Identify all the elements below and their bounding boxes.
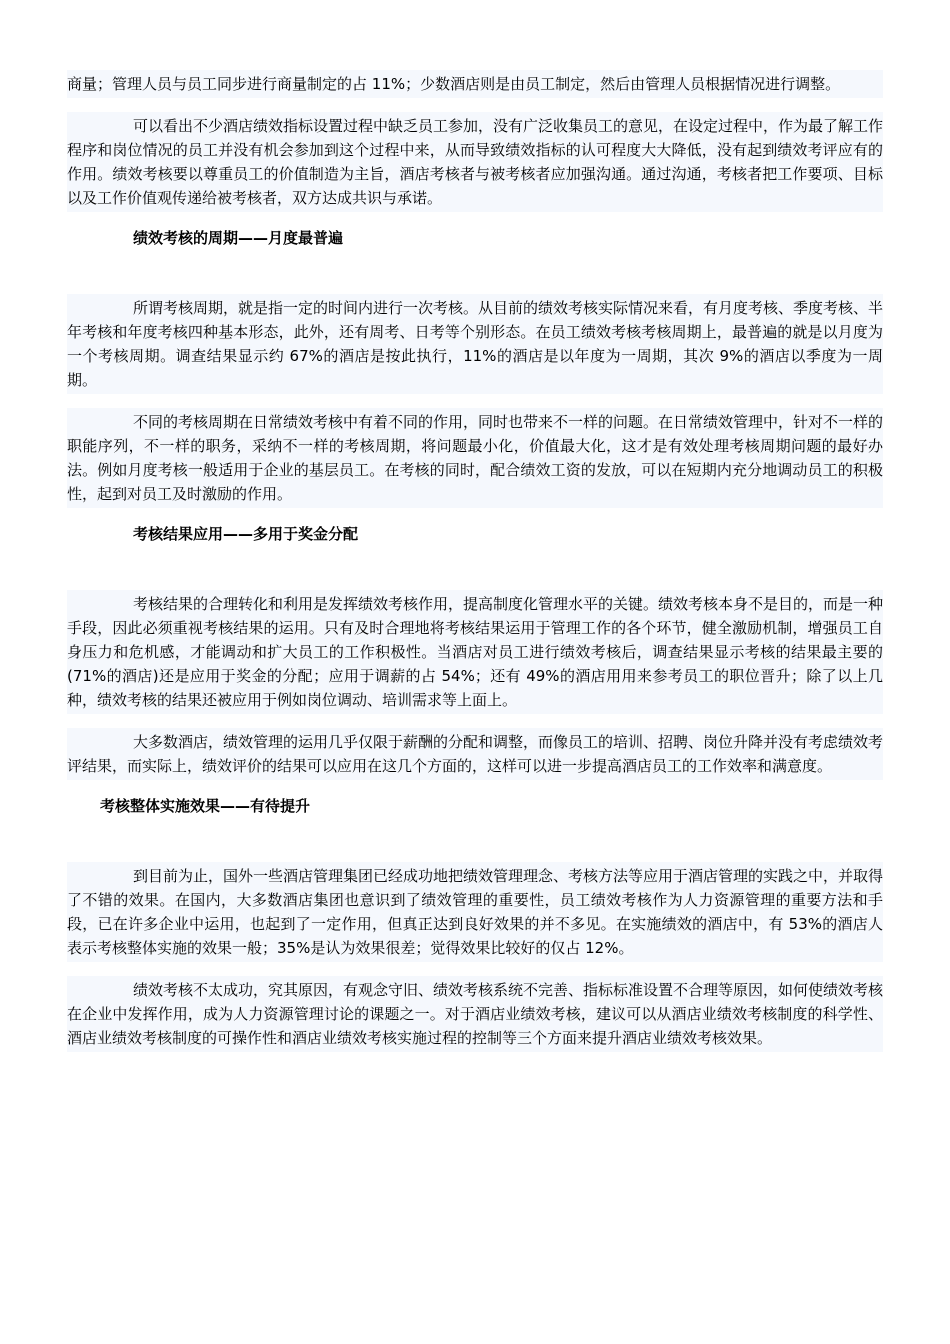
paragraph-continuation: 商量；管理人员与员工同步进行商量制定的占 11%；少数酒店则是由员工制定，然后由管理人员根据情况进行调整。: [67, 70, 883, 98]
section-heading-effect: 考核整体实施效果——有待提升: [100, 797, 311, 815]
section-heading-results: 考核结果应用——多用于奖金分配: [133, 525, 359, 543]
paragraph-results-usage: 考核结果的合理转化和利用是发挥绩效考核作用，提高制度化管理水平的关键。绩效考核本身不是目的，而是一种手段，因此必须重视考核结果的运用。只有及时合理地将考核结果运用于管理工作的各个环节，健全激励机制，增强员工自身压力和危机感，才能调动和扩大员工的工作积极性。当酒店对员工进行绩效考核后，调查结果显示考核的结果最主要的(71%的酒店)还是应用于奖金的分配；应用于调薪的占 54%；还有 49%的酒店用用来参考员工的职位晋升；除了以上几种，绩效考核的结果还被应用于例如岗位调动、培训需求等上面上。: [67, 590, 883, 714]
paragraph-staff-participation: 可以看出不少酒店绩效指标设置过程中缺乏员工参加，没有广泛收集员工的意见，在设定过程中，作为最了解工作程序和岗位情况的员工并没有机会参加到这个过程中来，从而导致绩效指标的认可程度大大降低，没有起到绩效考评应有的作用。绩效考核要以尊重员工的价值制造为主旨，酒店考核者与被考核者应加强沟通。通过沟通，考核者把工作要项、目标以及工作价值观传递给被考核者，双方达成共识与承诺。: [67, 112, 883, 212]
document-page: [67, 70, 883, 1052]
paragraph-effect-overview: 到目前为止，国外一些酒店管理集团已经成功地把绩效管理理念、考核方法等应用于酒店管理的实践之中，并取得了不错的效果。在国内，大多数酒店集团也意识到了绩效管理的重要性，员工绩效考核作为人力资源管理的重要方法和手段，已在许多企业中运用，也起到了一定作用，但真正达到良好效果的并不多见。在实施绩效的酒店中，有 53%的酒店人表示考核整体实施的效果一般；35%是认为效果很差；觉得效果比较好的仅占 12%。: [67, 862, 883, 962]
paragraph-cycle-definition: 所谓考核周期，就是指一定的时间内进行一次考核。从目前的绩效考核实际情况来看，有月度考核、季度考核、半年考核和年度考核四种基本形态，此外，还有周考、日考等个别形态。在员工绩效考核考核周期上，最普遍的就是以月度为一个考核周期。调查结果显示约 67%的酒店是按此执行，11%的酒店是以年度为一周期，其次 9%的酒店以季度为一周期。: [67, 294, 883, 394]
paragraph-effect-suggestions: 绩效考核不太成功，究其原因，有观念守旧、绩效考核系统不完善、指标标准设置不合理等原因，如何使绩效考核在企业中发挥作用，成为人力资源管理讨论的课题之一。对于酒店业绩效考核，建议可以从酒店业绩效考核制度的科学性、酒店业绩效考核制度的可操作性和酒店业绩效考核实施过程的控制等三个方面来提升酒店业绩效考核效果。: [67, 976, 883, 1052]
section-heading-cycle: 绩效考核的周期——月度最普遍: [133, 229, 344, 247]
paragraph-cycle-roles: 不同的考核周期在日常绩效考核中有着不同的作用，同时也带来不一样的问题。在日常绩效管理中，针对不一样的职能序列，不一样的职务，采纳不一样的考核周期，将问题最小化，价值最大化，这才是有效处理考核周期问题的最好办法。例如月度考核一般适用于企业的基层员工。在考核的同时，配合绩效工资的发放，可以在短期内充分地调动员工的积极性，起到对员工及时激励的作用。: [67, 408, 883, 508]
paragraph-results-limits: 大多数酒店，绩效管理的运用几乎仅限于薪酬的分配和调整，而像员工的培训、招聘、岗位升降并没有考虑绩效考评结果，而实际上，绩效评价的结果可以应用在这几个方面的，这样可以进一步提高酒店员工的工作效率和满意度。: [67, 728, 883, 780]
